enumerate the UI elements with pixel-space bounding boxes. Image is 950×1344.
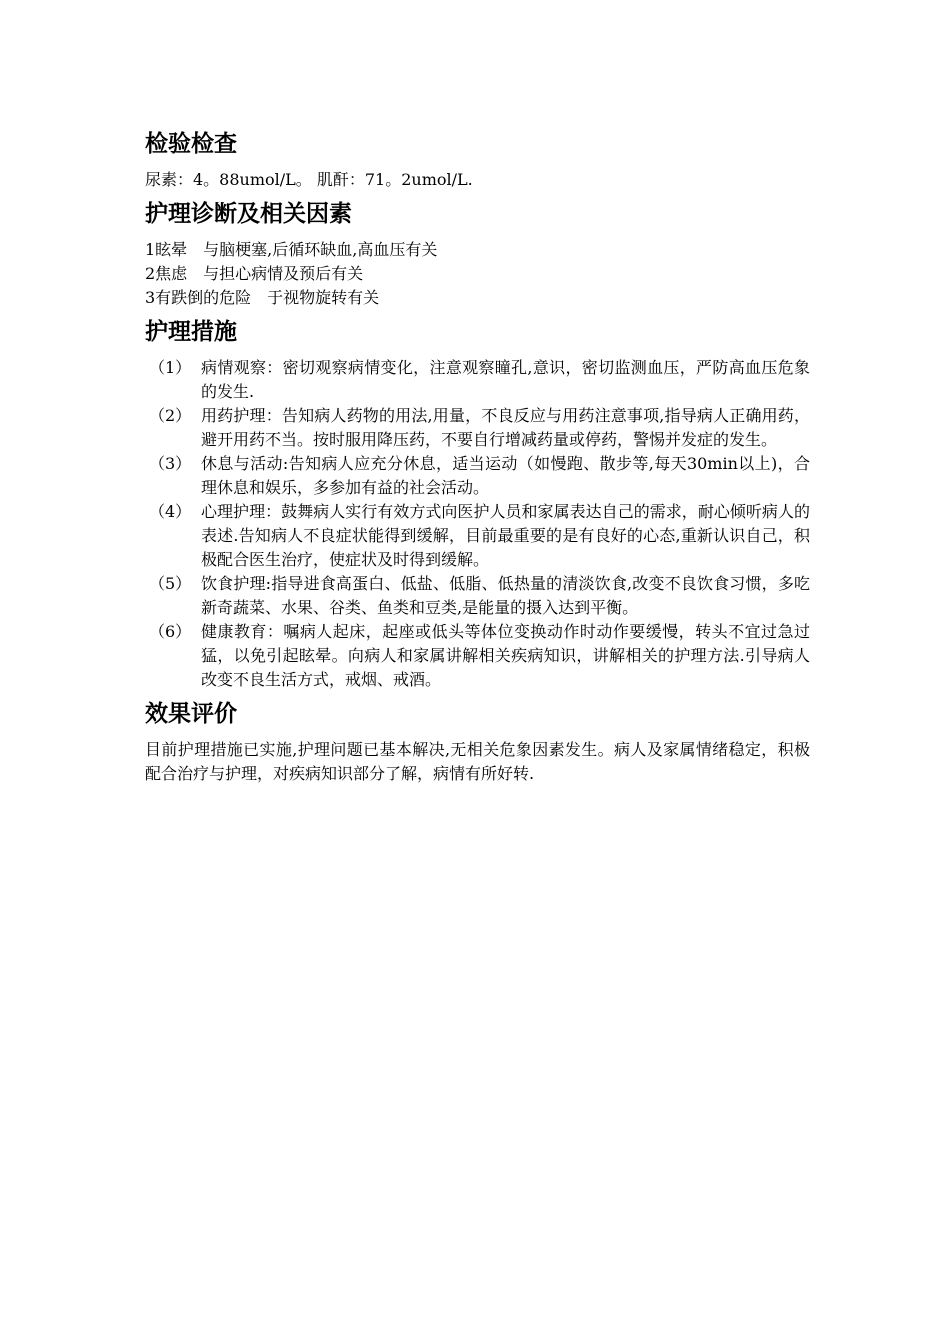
measures-section — [145, 316, 810, 692]
measure-number: （3） — [149, 454, 192, 473]
measure-text: 健康教育：嘱病人起床，起座或低头等体位变换动作时动作要缓慢，转头不宜过急过猛，以免引起眩晕。向病人和家属讲解相关疾病知识，讲解相关的护理方法.引导病人改变不良生活方式，戒烟、戒酒。 — [201, 622, 810, 689]
measure-item — [145, 452, 810, 500]
measure-number: （4） — [149, 502, 192, 521]
measure-item — [145, 356, 810, 404]
diagnosis-item: 1眩晕 与脑梗塞,后循环缺血,高血压有关 — [145, 240, 438, 259]
measure-text: 饮食护理:指导进食高蛋白、低盐、低脂、低热量的清淡饮食,改变不良饮食习惯，多吃新奇蔬菜、水果、谷类、鱼类和豆类,是能量的摄入达到平衡。 — [201, 574, 810, 617]
lab-section — [145, 128, 810, 192]
diagnosis-item: 2焦虑 与担心病情及预后有关 — [145, 264, 364, 283]
measure-item — [145, 500, 810, 572]
evaluation-section — [145, 698, 810, 786]
measure-number: （1） — [149, 358, 192, 377]
measure-item — [145, 572, 810, 620]
measure-number: （6） — [149, 622, 192, 641]
evaluation-text: 目前护理措施已实施,护理问题已基本解决,无相关危象因素发生。病人及家属情绪稳定，积极配合治疗与护理，对疾病知识部分了解，病情有所好转. — [145, 740, 810, 783]
measures-list — [145, 356, 810, 692]
diagnosis-item: 3有跌倒的危险 于视物旋转有关 — [145, 288, 380, 307]
evaluation-heading: 效果评价 — [145, 701, 237, 727]
measure-item — [145, 620, 810, 692]
lab-results-text: 尿素：4。88umol/L。 肌酐：71。2umol/L. — [145, 170, 473, 189]
measure-number: （5） — [149, 574, 192, 593]
diagnosis-heading: 护理诊断及相关因素 — [145, 201, 352, 227]
measure-text: 用药护理：告知病人药物的用法,用量，不良反应与用药注意事项,指导病人正确用药，避开用药不当。按时服用降压药，不要自行增减药量或停药，警惕并发症的发生。 — [201, 406, 810, 449]
document-page — [145, 128, 810, 792]
measure-text: 休息与活动:告知病人应充分休息，适当运动（如慢跑、散步等,每天30min以上)，合理休息和娱乐，多参加有益的社会活动。 — [201, 454, 810, 497]
measure-text: 心理护理：鼓舞病人实行有效方式向医护人员和家属表达自己的需求，耐心倾听病人的表述.告知病人不良症状能得到缓解，目前最重要的是有良好的心态,重新认识自己，积极配合医生治疗，使症状及时得到缓解。 — [201, 502, 810, 569]
lab-heading: 检验检查 — [145, 131, 237, 157]
measure-number: （2） — [149, 406, 192, 425]
measure-text: 病情观察：密切观察病情变化，注意观察瞳孔,意识，密切监测血压，严防高血压危象的发生. — [201, 358, 810, 401]
diagnosis-section — [145, 198, 810, 310]
measures-heading: 护理措施 — [145, 319, 237, 345]
measure-item — [145, 404, 810, 452]
